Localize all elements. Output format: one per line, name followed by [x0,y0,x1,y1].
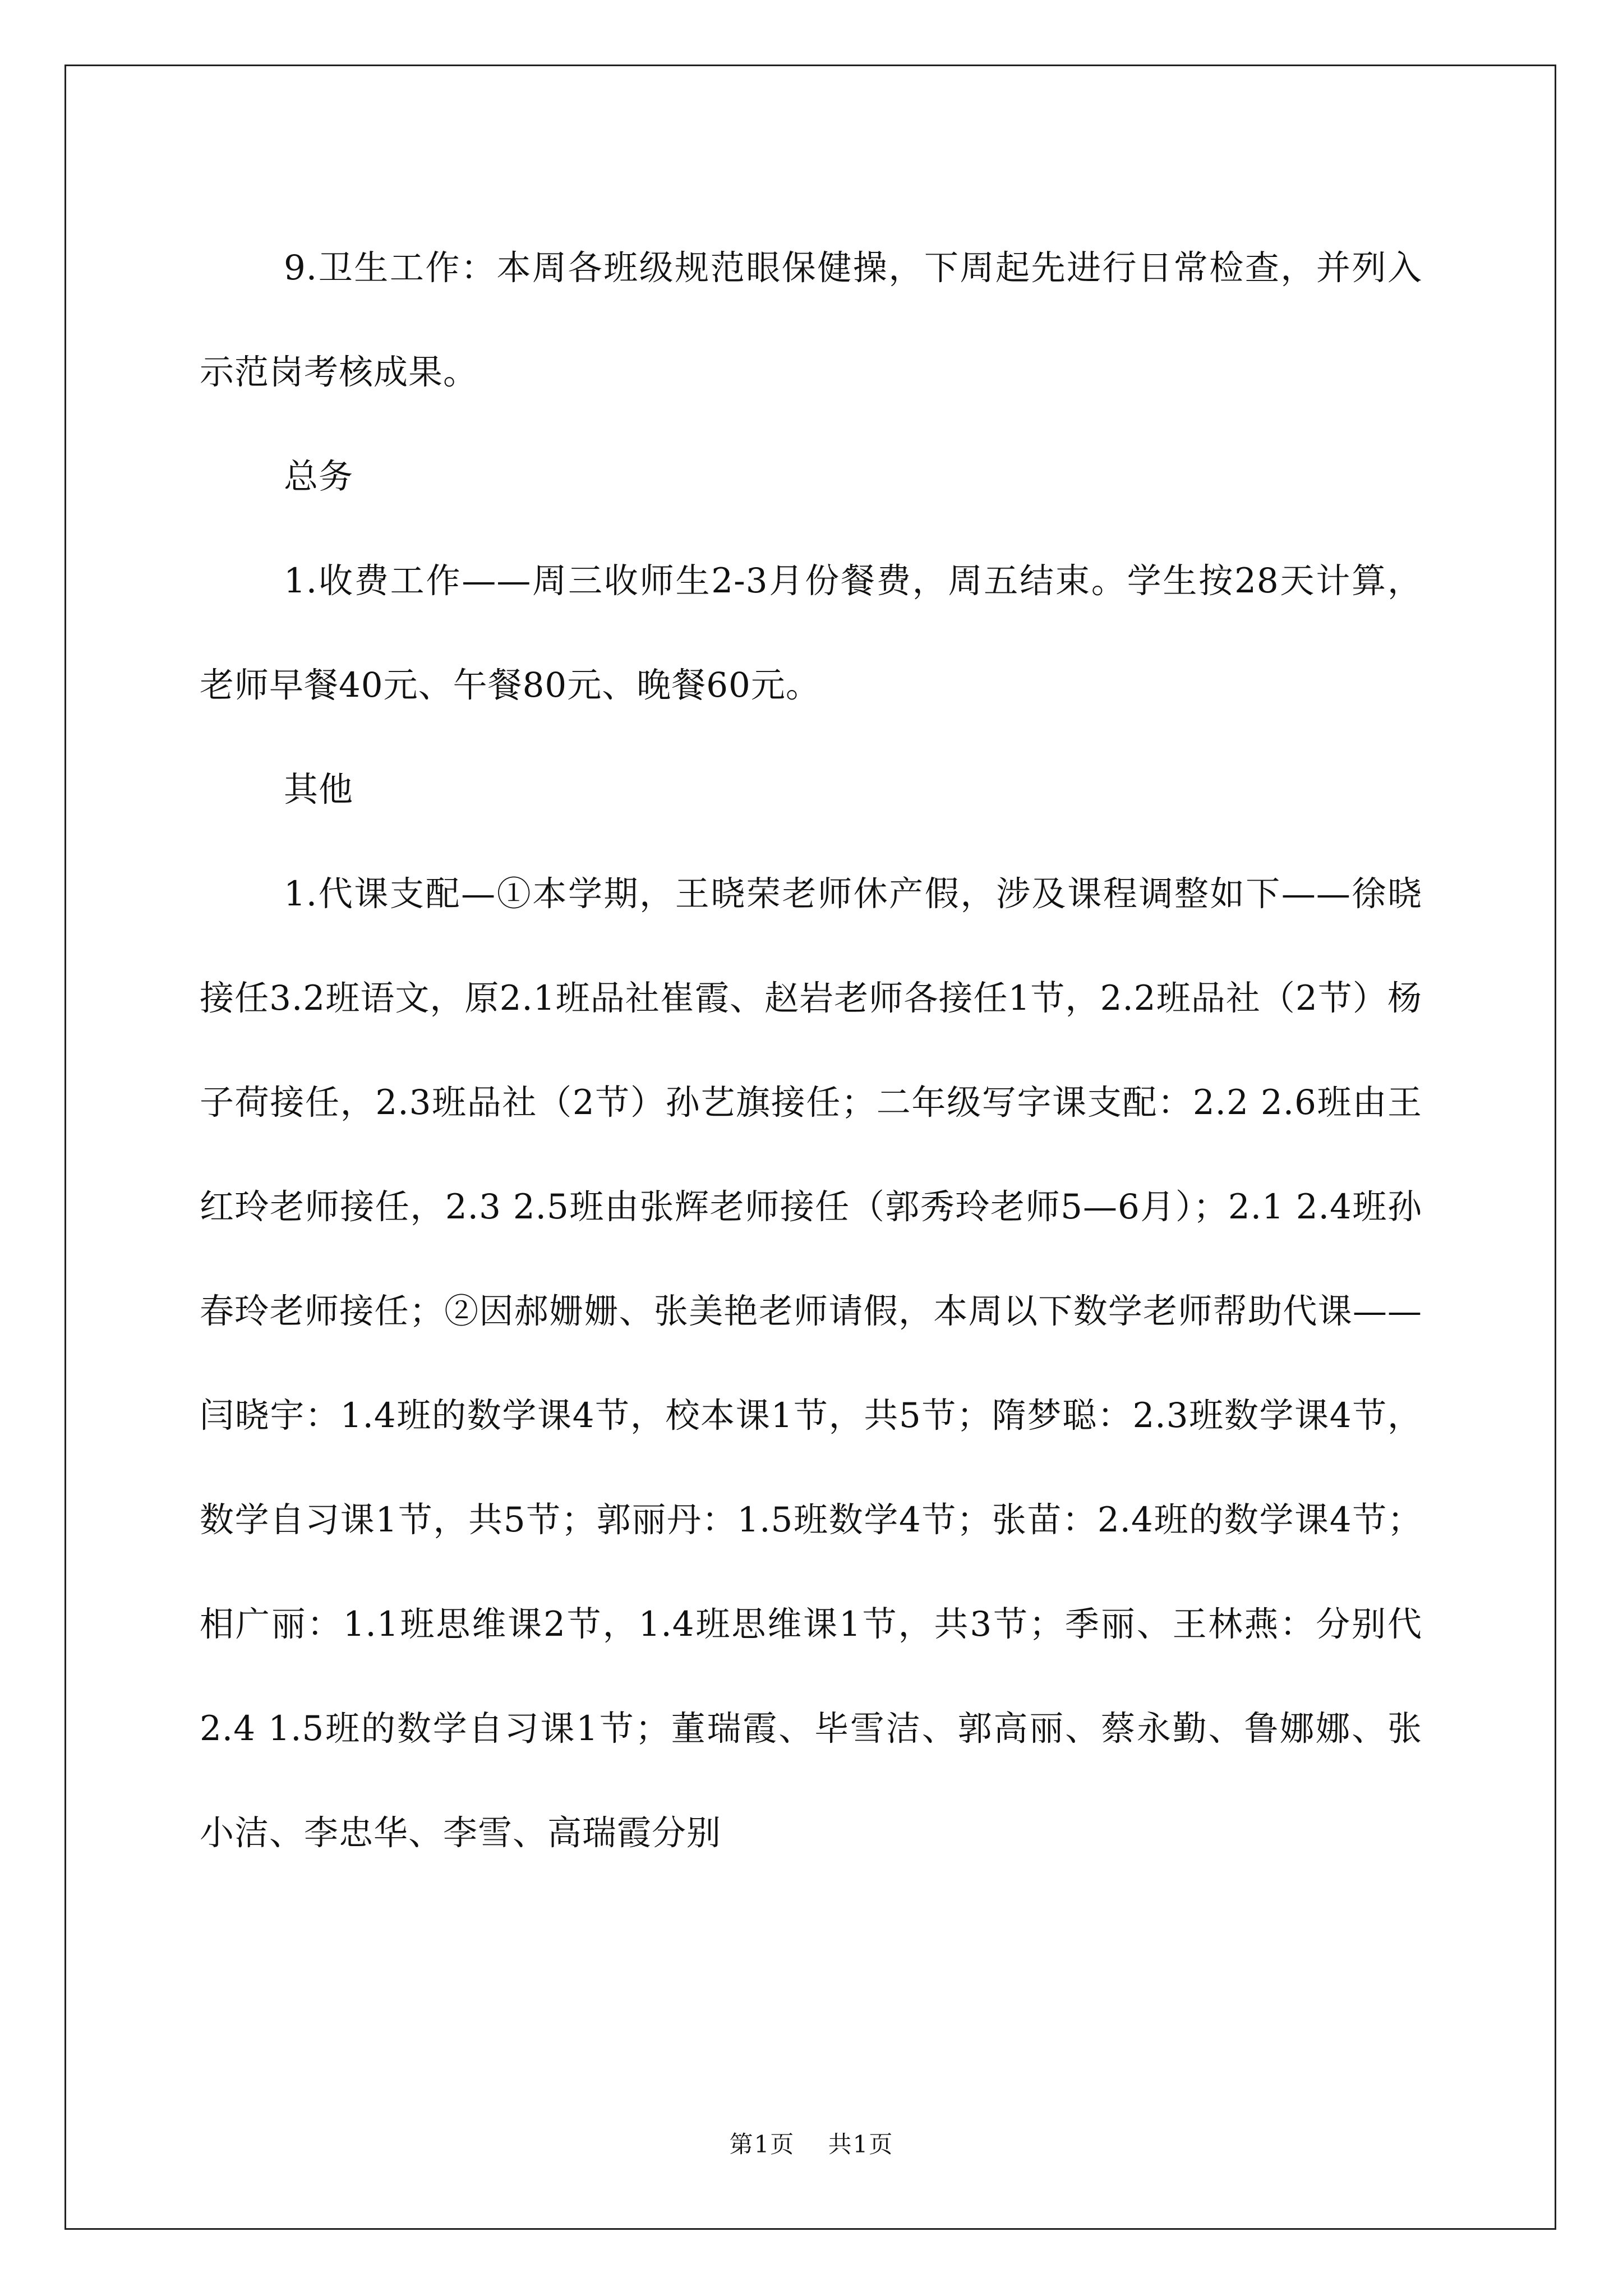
section-heading-general-affairs: 总务 [284,457,354,496]
paragraph-hygiene-work: 9.卫生工作：本周各班级规范眼保健操，下周起先进行日常检查，并列入示范岗考核成果。 [200,248,1422,392]
section-heading-other: 其他 [284,770,354,809]
document-body [200,216,1422,1885]
paragraph-fee-collection: 1.收费工作——周三收师生2-3月份餐费，周五结束。学生按28天计算，老师早餐40元、午餐80元、晚餐60元。 [200,561,1422,705]
page-number-current: 第1页 [729,2131,795,2158]
page-number-total: 共1页 [828,2131,894,2158]
paragraph-substitute-arrangement: 1.代课支配—①本学期，王晓荣老师休产假，涉及课程调整如下——徐晓接任3.2班语文，原2.1班品社崔霞、赵岩老师各接任1节，2.2班品社（2节）杨子荷接任，2.3班品社（2节）孙艺旗接任；二年级写字课支配：2.2 2.6班由王红玲老师接任，2.3 2.5班由张辉老师接任（郭秀玲老师5—6月）；2.1 2.4班孙春玲老师接任；②因郝姗姗、张美艳老师请假，本周以下数学老师帮助代课——闫晓宇：1.4班的数学课4节，校本课1节，共5节；隋梦聪：2.3班数学课4节，数学自习课1节，共5节；郭丽丹：1.5班数学4节；张苗：2.4班的数学课4节；相广丽：1.1班思维课2节，1.4班思维课1节，共3节；季丽、王林燕：分别代2.4 1.5班的数学自习课1节；董瑞霞、毕雪洁、郭高丽、蔡永勤、鲁娜娜、张小洁、李忠华、李雪、高瑞霞分别 [200,874,1422,1853]
page-footer [0,2126,1623,2160]
